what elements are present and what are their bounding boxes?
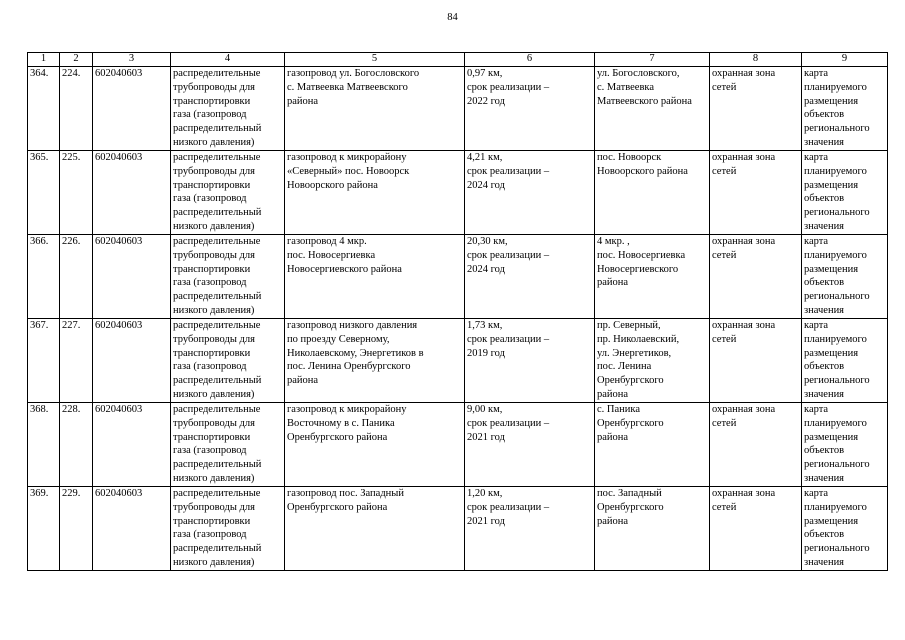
- column-header: 8: [710, 53, 802, 67]
- cell-location: ул. Богословского, с. Матвеевка Матвеевского района: [595, 67, 710, 151]
- cell-name: газопровод к микрорайону Восточному в с. Паника Оренбургского района: [285, 403, 465, 487]
- column-header: 7: [595, 53, 710, 67]
- cell-code: 602040603: [93, 403, 171, 487]
- cell-name: газопровод ул. Богословского с. Матвеевка Матвеевского района: [285, 67, 465, 151]
- cell-type: распределительные трубопроводы для транспортировки газа (газопровод распределительный низкого давления): [171, 151, 285, 235]
- page-number: 84: [447, 12, 458, 23]
- cell-map: карта планируемого размещения объектов регионального значения: [802, 67, 888, 151]
- cell-name: газопровод 4 мкр. пос. Новосергиевка Новосергиевского района: [285, 235, 465, 319]
- cell-number: 366.: [28, 235, 60, 319]
- cell-name: газопровод к микрорайону «Северный» пос. Новоорск Новоорского района: [285, 151, 465, 235]
- table-row: [28, 235, 888, 319]
- cell-location: 4 мкр. , пос. Новосергиевка Новосергиевского района: [595, 235, 710, 319]
- cell-sub-number: 226.: [60, 235, 93, 319]
- column-header: 6: [465, 53, 595, 67]
- cell-zone: охранная зона сетей: [710, 235, 802, 319]
- table-row: [28, 151, 888, 235]
- column-header: 3: [93, 53, 171, 67]
- cell-map: карта планируемого размещения объектов регионального значения: [802, 151, 888, 235]
- cell-map: карта планируемого размещения объектов регионального значения: [802, 487, 888, 571]
- cell-characteristics: 9,00 км, срок реализации – 2021 год: [465, 403, 595, 487]
- cell-zone: охранная зона сетей: [710, 151, 802, 235]
- cell-characteristics: 4,21 км, срок реализации – 2024 год: [465, 151, 595, 235]
- cell-code: 602040603: [93, 151, 171, 235]
- cell-characteristics: 1,20 км, срок реализации – 2021 год: [465, 487, 595, 571]
- cell-name: газопровод низкого давления по проезду Северному, Николаевскому, Энергетиков в пос. Ленина Оренбургского района: [285, 319, 465, 403]
- cell-sub-number: 229.: [60, 487, 93, 571]
- cell-code: 602040603: [93, 487, 171, 571]
- cell-sub-number: 228.: [60, 403, 93, 487]
- cell-number: 364.: [28, 67, 60, 151]
- cell-map: карта планируемого размещения объектов регионального значения: [802, 319, 888, 403]
- column-header: 2: [60, 53, 93, 67]
- cell-characteristics: 0,97 км, срок реализации – 2022 год: [465, 67, 595, 151]
- cell-map: карта планируемого размещения объектов регионального значения: [802, 403, 888, 487]
- cell-location: пр. Северный, пр. Николаевский, ул. Энергетиков, пос. Ленина Оренбургского района: [595, 319, 710, 403]
- cell-code: 602040603: [93, 235, 171, 319]
- table-row: [28, 319, 888, 403]
- cell-zone: охранная зона сетей: [710, 319, 802, 403]
- table-row: [28, 67, 888, 151]
- cell-sub-number: 227.: [60, 319, 93, 403]
- cell-characteristics: 20,30 км, срок реализации – 2024 год: [465, 235, 595, 319]
- cell-name: газопровод пос. Западный Оренбургского района: [285, 487, 465, 571]
- column-header: 5: [285, 53, 465, 67]
- column-header: 1: [28, 53, 60, 67]
- cell-sub-number: 224.: [60, 67, 93, 151]
- cell-code: 602040603: [93, 319, 171, 403]
- table-row: [28, 487, 888, 571]
- cell-type: распределительные трубопроводы для транспортировки газа (газопровод распределительный низкого давления): [171, 67, 285, 151]
- cell-type: распределительные трубопроводы для транспортировки газа (газопровод распределительный низкого давления): [171, 403, 285, 487]
- table-row: [28, 403, 888, 487]
- cell-characteristics: 1,73 км, срок реализации – 2019 год: [465, 319, 595, 403]
- cell-zone: охранная зона сетей: [710, 403, 802, 487]
- cell-zone: охранная зона сетей: [710, 487, 802, 571]
- cell-number: 368.: [28, 403, 60, 487]
- cell-zone: охранная зона сетей: [710, 67, 802, 151]
- cell-type: распределительные трубопроводы для транспортировки газа (газопровод распределительный низкого давления): [171, 319, 285, 403]
- cell-number: 367.: [28, 319, 60, 403]
- cell-code: 602040603: [93, 67, 171, 151]
- cell-sub-number: 225.: [60, 151, 93, 235]
- column-header: 9: [802, 53, 888, 67]
- column-header: 4: [171, 53, 285, 67]
- objects-table: [27, 52, 888, 571]
- cell-number: 369.: [28, 487, 60, 571]
- cell-location: пос. Новоорск Новоорского района: [595, 151, 710, 235]
- cell-map: карта планируемого размещения объектов регионального значения: [802, 235, 888, 319]
- cell-location: с. Паника Оренбургского района: [595, 403, 710, 487]
- table-header-row: [28, 53, 888, 67]
- cell-type: распределительные трубопроводы для транспортировки газа (газопровод распределительный низкого давления): [171, 235, 285, 319]
- cell-number: 365.: [28, 151, 60, 235]
- cell-type: распределительные трубопроводы для транспортировки газа (газопровод распределительный низкого давления): [171, 487, 285, 571]
- cell-location: пос. Западный Оренбургского района: [595, 487, 710, 571]
